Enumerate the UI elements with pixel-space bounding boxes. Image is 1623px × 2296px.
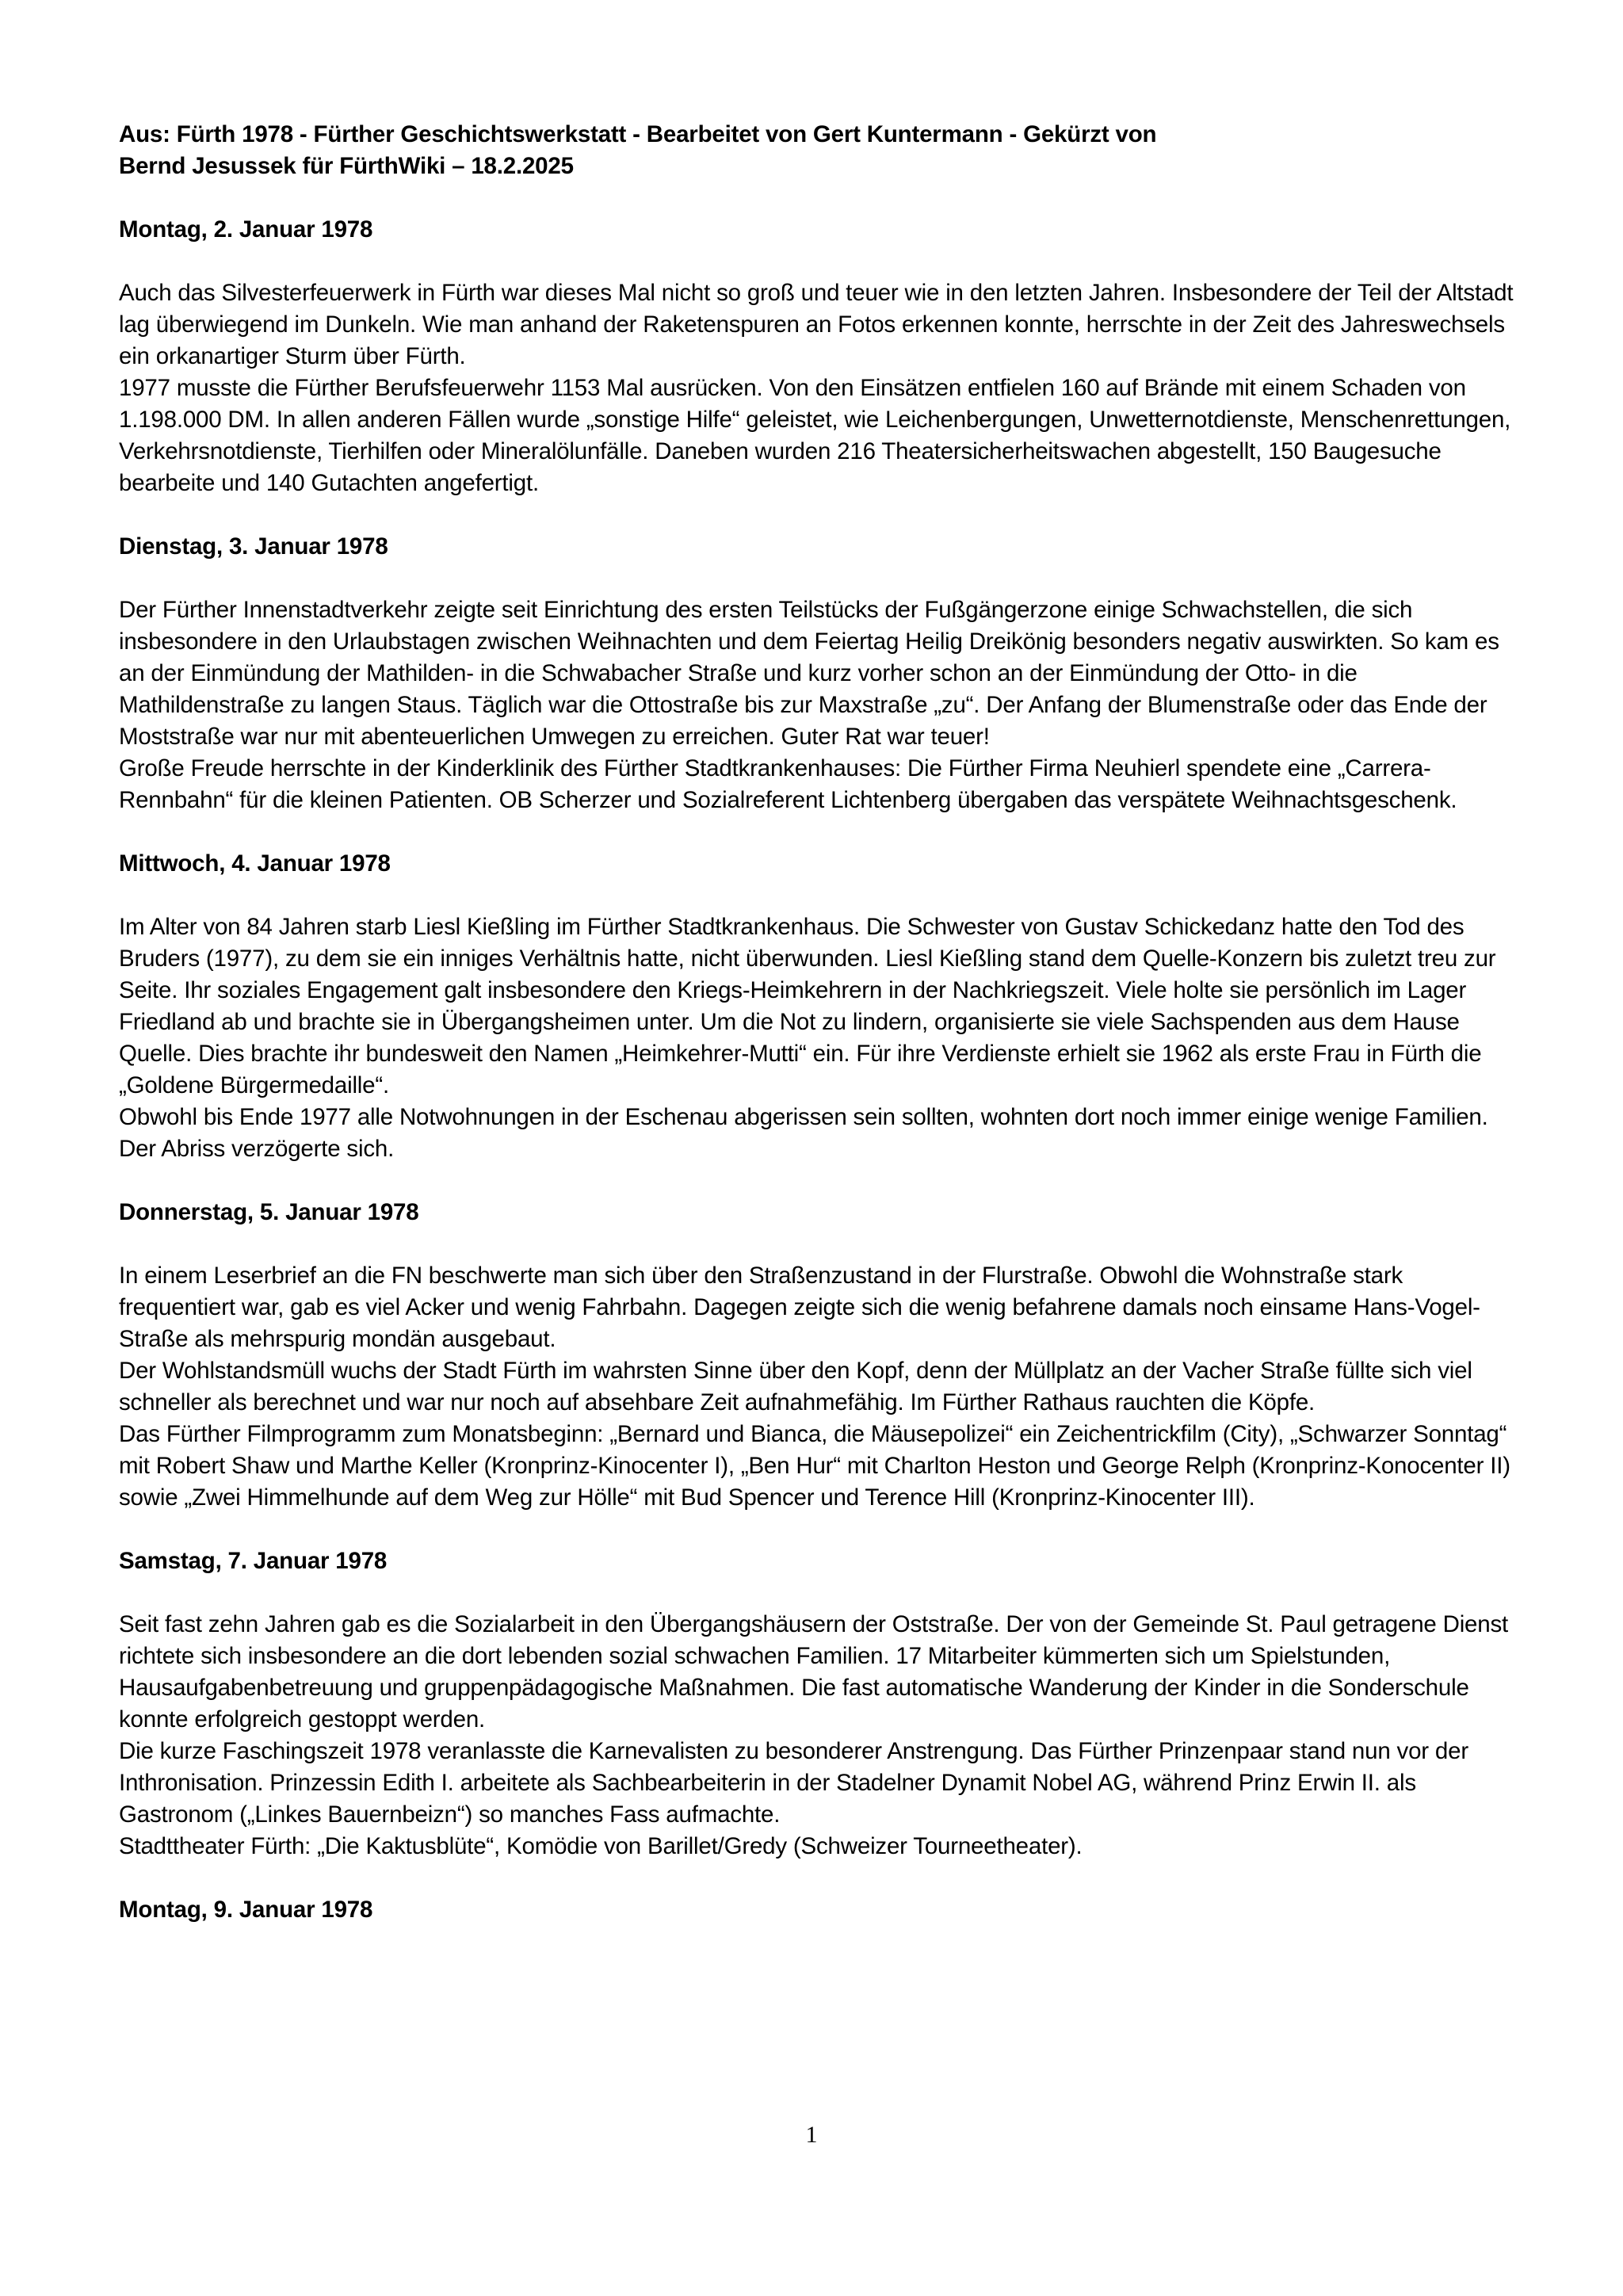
section-heading: Mittwoch, 4. Januar 1978	[119, 850, 391, 877]
section-paragraph	[119, 1260, 1520, 1514]
section-heading: Dienstag, 3. Januar 1978	[119, 533, 388, 560]
paragraph-text: Der Fürther Innenstadtverkehr zeigte seit Einrichtung des ersten Teilstücks der Fußgängerzone einige Schwachstellen, die sich insbesondere in den Urlaubstagen zwischen Weihnachten und dem Feiertag Heilig Dreikönig besonders negativ auswirkten. So kam es an der Einmündung der Mathilden- in die Schwabacher Straße und kurz vorher schon an der Einmündung der Otto- in die Mathildenstraße zu langen Staus. Täglich war die Ottostraße bis zur Maxstraße „zu“. Der Anfang der Blumenstraße oder das Ende der Moststraße war nur mit abenteuerlichen Umwegen zu erreichen. Guter Rat war teuer!	[119, 597, 1499, 750]
paragraph-text: 1977 musste die Fürther Berufsfeuerwehr 1153 Mal ausrücken. Von den Einsätzen entfielen 160 auf Brände mit einem Schaden von 1.198.000 DM. In allen anderen Fällen wurde „sonstige Hilfe“ geleistet, wie Leichenbergungen, Unwetternotdienste, Menschenrettungen, Verkehrsnotdienste, Tierhilfen oder Mineralölunfälle. Daneben wurden 216 Theatersicherheitswachen abgestellt, 150 Baugesuche bearbeite und 140 Gutachten angefertigt.	[119, 375, 1511, 496]
section-heading: Samstag, 7. Januar 1978	[119, 1548, 388, 1574]
paragraph-text: Das Fürther Filmprogramm zum Monatsbeginn: „Bernard und Bianca, die Mäusepolizei“ ein Zeichentrickfilm (City), „Schwarzer Sonntag“ mit Robert Shaw und Marthe Keller (Kronprinz-Kinocenter I), „Ben Hur“ mit Charlton Heston und George Relph (Kronprinz-Konocenter II) sowie „Zwei Himmelhunde auf dem Weg zur Hölle“ mit Bud Spencer und Terence Hill (Kronprinz-Kinocenter III).	[119, 1421, 1510, 1511]
section-monday-2-jan	[119, 214, 1520, 499]
paragraph-text: In einem Leserbrief an die FN beschwerte man sich über den Straßenzustand in der Flurstraße. Obwohl die Wohnstraße stark frequentiert war, gab es viel Acker und wenig Fahrbahn. Dagegen zeigte sich die wenig befahrene damals noch einsame Hans-Vogel-Straße als mehrspurig mondän ausgebaut.	[119, 1263, 1480, 1352]
document-header-line-2: Bernd Jesussek für FürthWiki – 18.2.2025	[119, 153, 574, 179]
paragraph-text: Auch das Silvesterfeuerwerk in Fürth war dieses Mal nicht so groß und teuer wie in den letzten Jahren. Insbesondere der Teil der Altstadt lag überwiegend im Dunkeln. Wie man anhand der Raketenspuren an Fotos erkennen konnte, herrschte in der Zeit des Jahreswechsels ein orkanartiger Sturm über Fürth.	[119, 280, 1514, 369]
paragraph-text: Im Alter von 84 Jahren starb Liesl Kießling im Fürther Stadtkrankenhaus. Die Schwester von Gustav Schickedanz hatte den Tod des Bruders (1977), zu dem sie ein inniges Verhältnis hatte, nicht überwunden. Liesl Kießling stand dem Quelle-Konzern bis zuletzt treu zur Seite. Ihr soziales Engagement galt insbesondere den Kriegs-Heimkehrern in der Nachkriegszeit. Viele holte sie persönlich im Lager Friedland ab und brachte sie in Übergangsheimen unter. Um die Not zu lindern, organisierte sie viele Sachspenden aus dem Hause Quelle. Dies brachte ihr bundesweit den Namen „Heimkehrer-Mutti“ ein. Für ihre Verdienste erhielt sie 1962 als erste Frau in Fürth die „Goldene Bürgermedaille“.	[119, 914, 1496, 1098]
page-number: 1	[805, 2122, 818, 2148]
paragraph-text: Stadttheater Fürth: „Die Kaktusblüte“, Komödie von Barillet/Gredy (Schweizer Tourneetheater).	[119, 1833, 1083, 1859]
section-wednesday-4-jan	[119, 848, 1520, 1165]
section-heading: Donnerstag, 5. Januar 1978	[119, 1199, 419, 1225]
section-paragraph	[119, 594, 1520, 816]
paragraph-text: Die kurze Faschingszeit 1978 veranlasste die Karnevalisten zu besonderer Anstrengung. Das Fürther Prinzenpaar stand nun vor der Inthronisation. Prinzessin Edith I. arbeitete als Sachbearbeiterin in der Stadelner Dynamit Nobel AG, während Prinz Erwin II. als Gastronom („Linkes Bauernbeizn“) so manches Fass aufmachte.	[119, 1738, 1468, 1828]
paragraph-text: Seit fast zehn Jahren gab es die Sozialarbeit in den Übergangshäusern der Oststraße. Der von der Gemeinde St. Paul getragene Dienst richtete sich insbesondere an die dort lebenden sozial schwachen Familien. 17 Mitarbeiter kümmerten sich um Spielstunden, Hausaufgabenbetreuung und gruppenpädagogische Maßnahmen. Die fast automatische Wanderung der Kinder in die Sonderschule konnte erfolgreich gestoppt werden.	[119, 1611, 1509, 1733]
section-heading: Montag, 2. Januar 1978	[119, 216, 373, 243]
section-thursday-5-jan	[119, 1197, 1520, 1514]
section-paragraph	[119, 1609, 1520, 1862]
paragraph-text: Obwohl bis Ende 1977 alle Notwohnungen in der Eschenau abgerissen sein sollten, wohnten dort noch immer einige wenige Familien. Der Abriss verzögerte sich.	[119, 1104, 1488, 1162]
paragraph-text: Große Freude herrschte in der Kinderklinik des Fürther Stadtkrankenhauses: Die Fürther Firma Neuhierl spendete eine „Carrera-Rennbahn“ für die kleinen Patienten. OB Scherzer und Sozialreferent Lichtenberg übergaben das verspätete Weihnachtsgeschenk.	[119, 755, 1457, 813]
document-header-line-1: Aus: Fürth 1978 - Fürther Geschichtswerkstatt - Bearbeitet von Gert Kuntermann - Gekürzt von	[119, 121, 1157, 147]
section-heading: Montag, 9. Januar 1978	[119, 1897, 373, 1923]
paragraph-text: Der Wohlstandsmüll wuchs der Stadt Fürth im wahrsten Sinne über den Kopf, denn der Müllplatz an der Vacher Straße füllte sich viel schneller als berechnet und war nur noch auf absehbare Zeit aufnahmefähig. Im Fürther Rathaus rauchten die Köpfe.	[119, 1358, 1472, 1415]
section-monday-9-jan	[119, 1894, 1520, 1926]
section-paragraph	[119, 277, 1520, 499]
document-header	[119, 119, 1520, 182]
section-saturday-7-jan	[119, 1545, 1520, 1862]
section-paragraph	[119, 911, 1520, 1165]
section-tuesday-3-jan	[119, 531, 1520, 816]
